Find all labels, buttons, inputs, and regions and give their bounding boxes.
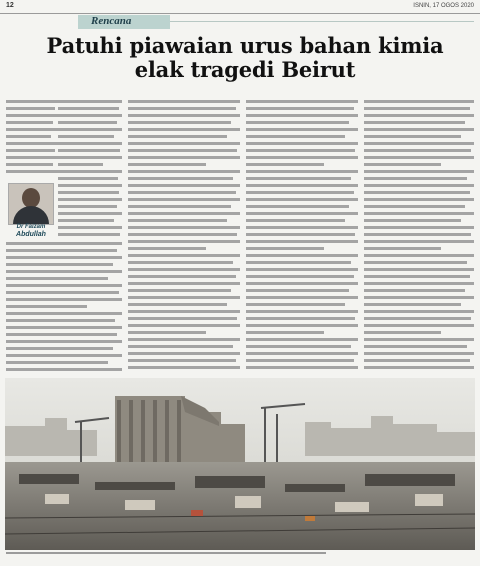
body-text-line xyxy=(246,338,358,341)
body-text-line xyxy=(246,240,358,243)
body-text-line xyxy=(246,303,345,306)
body-text-line xyxy=(364,205,465,208)
body-text-line xyxy=(128,282,240,285)
body-text-line xyxy=(6,298,122,301)
body-text-line xyxy=(364,240,474,243)
body-text-line xyxy=(246,331,324,334)
body-text-line xyxy=(246,198,358,201)
body-text-line xyxy=(364,275,470,278)
body-text-line xyxy=(246,345,351,348)
body-text-line xyxy=(6,100,58,103)
author-photo-body xyxy=(13,206,49,225)
body-text-line xyxy=(58,212,122,215)
body-text-line xyxy=(364,121,465,124)
body-text-line xyxy=(58,198,122,201)
body-text-line xyxy=(128,317,237,320)
body-text-line xyxy=(128,100,240,103)
body-text-line xyxy=(364,254,474,257)
body-text-line xyxy=(128,296,240,299)
body-text-line xyxy=(128,324,240,327)
body-text-line xyxy=(364,310,474,313)
body-text-line xyxy=(364,107,470,110)
body-text-line xyxy=(128,254,240,257)
body-text-line xyxy=(128,107,236,110)
body-text-line xyxy=(58,107,119,110)
body-text-line xyxy=(364,289,465,292)
body-text-line xyxy=(128,331,206,334)
body-text-line xyxy=(246,317,355,320)
body-text-line xyxy=(364,163,441,166)
body-text-line xyxy=(364,156,474,159)
text-column-2 xyxy=(128,100,240,373)
body-text-line xyxy=(6,135,51,138)
body-text-line xyxy=(128,289,231,292)
page-header xyxy=(0,0,480,14)
body-text-line xyxy=(6,319,115,322)
body-text-line xyxy=(6,107,55,110)
body-text-line xyxy=(128,135,227,138)
body-text-line xyxy=(6,149,55,152)
body-text-line xyxy=(128,212,240,215)
body-text-line xyxy=(6,270,122,273)
text-column-3 xyxy=(246,100,358,373)
body-text-line xyxy=(58,156,122,159)
body-text-line xyxy=(6,312,122,315)
body-text-line xyxy=(364,324,474,327)
body-text-line xyxy=(246,163,324,166)
text-column-1 xyxy=(58,100,122,240)
body-text-line xyxy=(364,261,467,264)
section-kicker xyxy=(78,15,170,29)
body-text-line xyxy=(128,359,236,362)
body-text-line xyxy=(364,212,474,215)
body-text-line xyxy=(128,121,231,124)
body-text-line xyxy=(58,135,114,138)
body-text-line xyxy=(364,317,471,320)
body-text-line xyxy=(364,303,461,306)
body-text-line xyxy=(364,149,471,152)
body-text-line xyxy=(58,142,122,145)
body-text-line xyxy=(128,198,240,201)
body-text-line xyxy=(246,219,345,222)
issue-date: ISNIN, 17 OGOS 2020 xyxy=(413,3,474,9)
body-text-line xyxy=(364,338,474,341)
body-text-line xyxy=(128,114,240,117)
body-text-line xyxy=(246,233,355,236)
body-text-line xyxy=(6,291,119,294)
body-text-line xyxy=(246,135,345,138)
body-text-line xyxy=(246,170,358,173)
body-text-line xyxy=(6,142,58,145)
body-text-line xyxy=(6,361,108,364)
body-text-line xyxy=(6,256,122,259)
body-text-line xyxy=(246,310,358,313)
text-column-4 xyxy=(364,100,474,373)
body-text-line xyxy=(128,219,227,222)
body-text-line xyxy=(364,177,467,180)
body-text-line xyxy=(364,114,474,117)
body-text-line xyxy=(128,170,240,173)
body-text-line xyxy=(128,163,206,166)
body-text-line xyxy=(246,352,358,355)
body-text-line xyxy=(128,247,206,250)
body-text-line xyxy=(364,128,474,131)
body-text-line xyxy=(128,366,240,369)
body-text-line xyxy=(246,324,358,327)
text-column-1-lead xyxy=(6,100,58,177)
body-text-line xyxy=(364,282,474,285)
body-text-line xyxy=(364,233,471,236)
body-text-line xyxy=(128,233,237,236)
body-text-line xyxy=(246,205,349,208)
body-text-line xyxy=(364,226,474,229)
body-text-line xyxy=(58,219,114,222)
body-text-line xyxy=(128,184,240,187)
body-text-line xyxy=(6,277,108,280)
body-text-line xyxy=(364,296,474,299)
body-text-line xyxy=(128,240,240,243)
body-text-line xyxy=(6,368,122,371)
body-text-line xyxy=(128,352,240,355)
body-text-line xyxy=(364,352,474,355)
body-text-line xyxy=(246,142,358,145)
body-text-line xyxy=(128,177,233,180)
body-text-line xyxy=(128,303,227,306)
body-text-line xyxy=(364,247,441,250)
body-text-line xyxy=(246,359,354,362)
article-headline: Patuhi piawaian urus bahan kimia elak tragedi Beirut xyxy=(46,33,444,82)
body-text-line xyxy=(364,345,467,348)
body-text-line xyxy=(58,121,117,124)
body-text-line xyxy=(128,345,233,348)
body-text-line xyxy=(128,205,231,208)
body-text-line xyxy=(6,326,122,329)
body-text-line xyxy=(246,282,358,285)
body-text-line xyxy=(128,338,240,341)
body-text-line xyxy=(128,149,237,152)
section-kicker-label: Rencana xyxy=(91,15,132,27)
body-text-line xyxy=(58,233,120,236)
body-text-line xyxy=(6,354,122,357)
body-text-line xyxy=(58,191,119,194)
body-text-line xyxy=(6,242,122,245)
body-text-line xyxy=(246,296,358,299)
body-text-line xyxy=(364,331,441,334)
body-text-line xyxy=(246,261,351,264)
author-name: Abdullah xyxy=(16,231,46,238)
body-text-line xyxy=(128,261,233,264)
body-text-line xyxy=(58,184,122,187)
body-text-line xyxy=(128,268,240,271)
body-text-line xyxy=(6,128,58,131)
body-text-line xyxy=(128,226,240,229)
body-text-line xyxy=(6,170,58,173)
body-text-line xyxy=(6,121,53,124)
author-photo xyxy=(8,183,54,225)
body-text-line xyxy=(246,212,358,215)
body-text-line xyxy=(58,226,122,229)
header-rule xyxy=(0,13,480,14)
body-text-line xyxy=(58,205,117,208)
body-text-line xyxy=(128,275,236,278)
body-text-line xyxy=(128,128,240,131)
body-text-line xyxy=(364,366,474,369)
body-text-line xyxy=(364,268,474,271)
body-text-line xyxy=(6,163,53,166)
body-text-line xyxy=(6,347,113,350)
body-text-line xyxy=(246,247,324,250)
body-text-line xyxy=(58,114,122,117)
body-text-line xyxy=(246,114,358,117)
body-text-line xyxy=(6,249,117,252)
body-text-line xyxy=(6,340,122,343)
body-text-line xyxy=(364,100,474,103)
body-text-line xyxy=(58,163,103,166)
text-column-1-lower xyxy=(6,242,122,375)
body-text-line xyxy=(246,121,349,124)
body-text-line xyxy=(246,184,358,187)
author-photo-head xyxy=(22,188,40,208)
body-text-line xyxy=(364,191,470,194)
body-text-line xyxy=(246,254,358,257)
beirut-port-photo xyxy=(5,378,475,550)
body-text-line xyxy=(364,170,474,173)
body-text-line xyxy=(128,142,240,145)
body-text-line xyxy=(246,275,354,278)
photo-caption xyxy=(6,552,326,554)
body-text-line xyxy=(246,156,358,159)
page-number: 12 xyxy=(6,2,14,9)
body-text-line xyxy=(58,149,120,152)
body-text-line xyxy=(364,142,474,145)
body-text-line xyxy=(246,366,358,369)
body-text-line xyxy=(364,184,474,187)
body-text-line xyxy=(58,170,122,173)
body-text-line xyxy=(6,156,58,159)
body-text-line xyxy=(364,135,461,138)
body-text-line xyxy=(246,226,358,229)
body-text-line xyxy=(6,114,58,117)
body-text-line xyxy=(6,305,87,308)
body-text-line xyxy=(246,149,355,152)
author-prefix: Dr Faizam xyxy=(16,224,46,230)
body-text-line xyxy=(128,310,240,313)
body-text-line xyxy=(58,100,122,103)
body-text-line xyxy=(58,128,122,131)
body-text-line xyxy=(364,219,461,222)
body-text-line xyxy=(246,268,358,271)
body-text-line xyxy=(128,191,236,194)
body-text-line xyxy=(246,191,354,194)
body-text-line xyxy=(128,156,240,159)
body-text-line xyxy=(246,177,351,180)
body-text-line xyxy=(6,333,117,336)
kicker-rule xyxy=(170,21,474,22)
body-text-line xyxy=(246,289,349,292)
body-text-line xyxy=(246,128,358,131)
body-text-line xyxy=(364,359,470,362)
body-text-line xyxy=(6,263,113,266)
body-text-line xyxy=(246,100,358,103)
body-text-line xyxy=(6,284,122,287)
body-text-line xyxy=(58,177,118,180)
body-text-line xyxy=(364,198,474,201)
body-text-line xyxy=(246,107,354,110)
